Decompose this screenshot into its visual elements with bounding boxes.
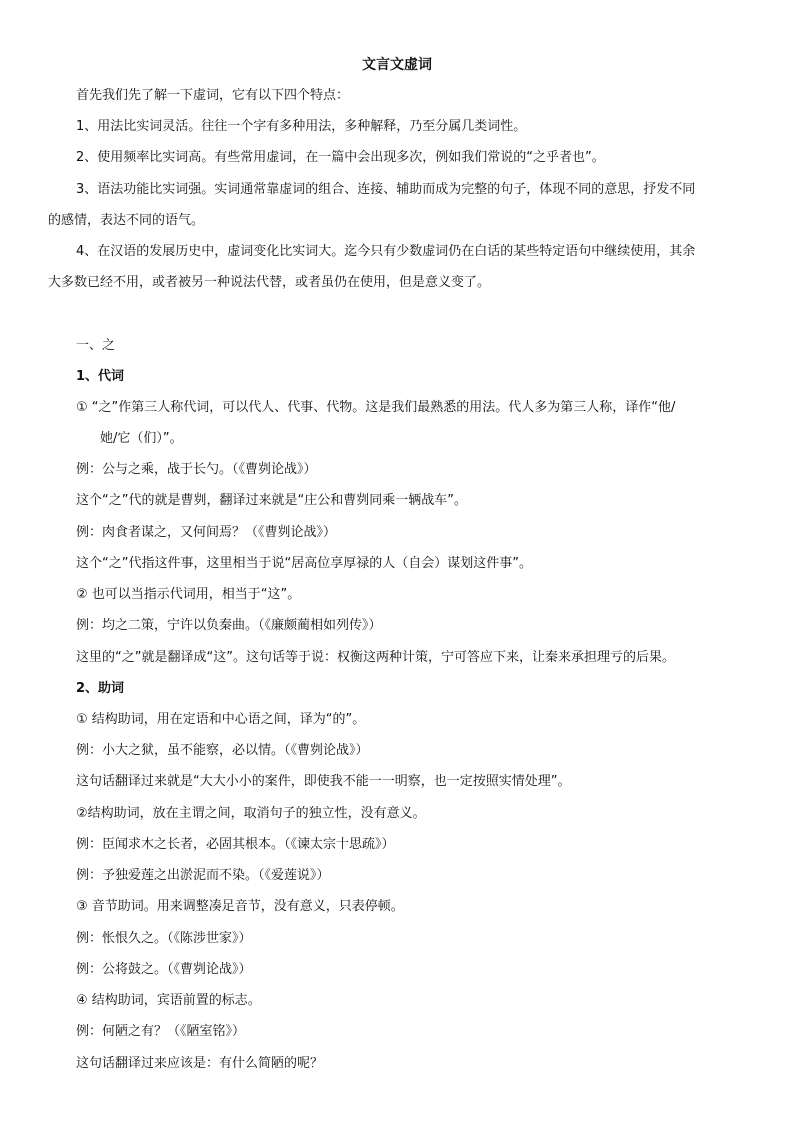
pronoun-line: 例：均之二策，宁许以负秦曲。（《廉颇蔺相如列传》） — [76, 618, 382, 633]
document-title: 文言文虚词 — [362, 57, 432, 73]
intro-line: 大多数已经不用，或者被另一种说法代替，或者虽仍在使用，但是意义变了。 — [48, 275, 491, 290]
particle-line: 例：公将鼓之。（《曹刿论战》） — [76, 962, 252, 977]
section-heading: 一、之 — [76, 338, 116, 353]
particle-line: 例：小大之狱，虽不能察，必以情。（《曹刿论战》） — [76, 743, 369, 758]
intro-line: 首先我们先了解一下虚词，它有以下四个特点： — [76, 88, 350, 103]
particle-line: 这句话翻译过来应该是：有什么简陋的呢？ — [76, 1056, 324, 1071]
pronoun-line: 这个“之”代的就是曹刿，翻译过来就是“庄公和曹刿同乘一辆战车”。 — [76, 493, 467, 508]
subsection-heading-particle: 2、助词 — [76, 681, 125, 696]
intro-line: 的感情，表达不同的语气。 — [48, 213, 205, 228]
intro-line: 2、使用频率比实词高。有些常用虚词，在一篇中会出现多次，例如我们常说的“之乎者也”。 — [76, 150, 605, 165]
particle-line: 例：予独爱莲之出淤泥而不染。（《爱莲说》） — [76, 868, 330, 883]
intro-line: 1、用法比实词灵活。往往一个字有多种用法，多种解释，乃至分属几类词性。 — [76, 119, 527, 134]
pronoun-line: 她/它（们）”。 — [100, 431, 183, 446]
subsection-heading-pronoun: 1、代词 — [76, 369, 125, 384]
particle-line: 例：何陋之有？（《陋室铭》） — [76, 1024, 246, 1039]
pronoun-line: 这里的“之”就是翻译成“这”。这句话等于说：权衡这两种计策，宁可答应下来，让秦来承担理亏的后果。 — [76, 650, 675, 665]
intro-line: 3、语法功能比实词强。实词通常靠虚词的组合、连接、辅助而成为完整的句子，体现不同的意思，抒发不同 — [76, 182, 696, 197]
intro-line: 4、在汉语的发展历史中，虚词变化比实词大。迄今只有少数虚词仍在白话的某些特定语句中继续使用，其余 — [76, 244, 696, 259]
particle-line: ④ 结构助词，宾语前置的标志。 — [76, 993, 261, 1008]
pronoun-line: ② 也可以当指示代词用，相当于“这”。 — [76, 587, 301, 602]
pronoun-line: 例：肉食者谋之，又何间焉？（《曹刿论战》） — [76, 525, 337, 540]
particle-line: ③ 音节助词。用来调整凑足音节，没有意义，只表停顿。 — [76, 899, 404, 914]
particle-line: 例：臣闻求木之长者，必固其根本。（《谏太宗十思疏》） — [76, 837, 395, 852]
pronoun-line: 例：公与之乘，战于长勺。（《曹刿论战》） — [76, 462, 317, 477]
pronoun-line: 这个“之”代指这件事，这里相当于说“居高位享厚禄的人（自会）谋划这件事”。 — [76, 556, 532, 571]
particle-line: ① 结构助词，用在定语和中心语之间，译为“的”。 — [76, 712, 366, 727]
particle-line: 例：怅恨久之。（《陈涉世家》） — [76, 931, 252, 946]
particle-line: 这句话翻译过来就是“大大小小的案件，即使我不能一一明察，也一定按照实情处理”。 — [76, 774, 571, 789]
particle-line: ②结构助词，放在主谓之间，取消句子的独立性，没有意义。 — [76, 806, 426, 821]
pronoun-line: ① “之”作第三人称代词，可以代人、代事、代物。这是我们最熟悉的用法。代人多为第三人称，译作“他/ — [76, 400, 676, 415]
